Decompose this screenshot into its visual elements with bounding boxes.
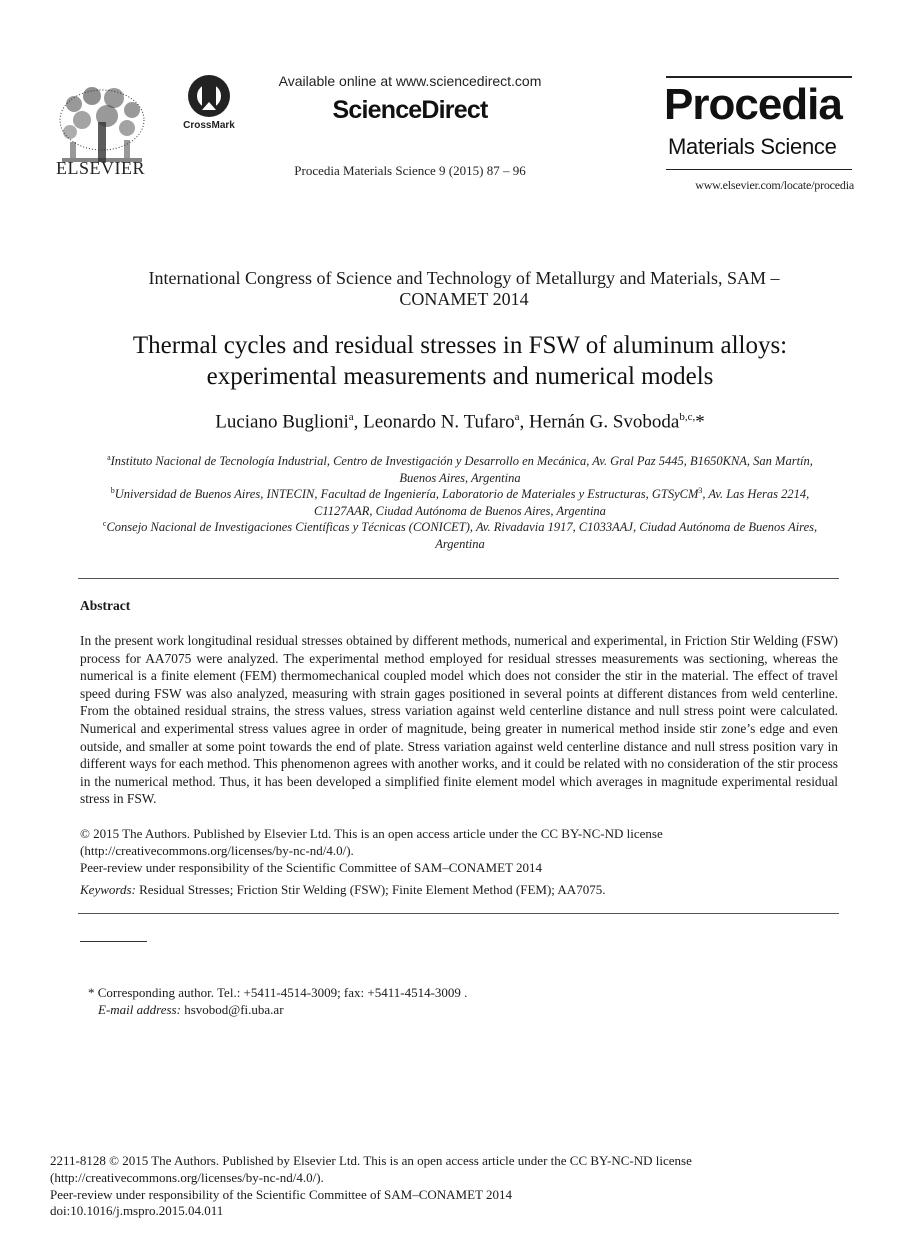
issn-copyright-line: 2211-8128 © 2015 The Authors. Published by Elsevier Ltd. This is an open access article under the CC BY-NC-ND license [50,1153,692,1168]
sciencedirect-wordmark: ScienceDirect [332,96,488,124]
affiliation-line-2: Argentina [435,536,485,551]
author-name: Hernán G. Svoboda [528,411,680,433]
author-affiliation-mark: a [514,411,520,423]
keywords-text: Residual Stresses; Friction Stir Welding (FSW); Finite Element Method (FEM); AA7075. [135,882,606,897]
footer-peer-review: Peer-review under responsibility of the Scientific Committee of SAM–CONAMET 2014 [50,1186,513,1202]
abstract-heading: Abstract [80,598,131,613]
author-name: Luciano Buglioni [215,411,349,433]
footnote-rule [80,941,147,942]
keywords-label: Keywords: [80,882,136,897]
corresponding-author-footnote [88,985,788,1018]
conference-line-1: International Congress of Science and Technology of Metallurgy and Materials, SAM – [148,268,780,288]
page-footer [50,1153,850,1220]
affiliation-b [80,483,840,519]
conference-name [110,268,818,310]
affiliation-line-2: Buenos Aires, Argentina [399,470,521,485]
procedia-wordmark: Procedia [664,80,842,129]
elsevier-wordmark: ELSEVIER [56,158,145,178]
journal-reference: Procedia Materials Science 9 (2015) 87 – 96 [294,163,526,178]
affiliation-line-2: C1127AAR, Ciudad Autónoma de Buenos Aires, Argentina [314,503,606,518]
affiliation-line-1: Universidad de Buenos Aires, INTECIN, Facultad de Ingeniería, Laboratorio de Materiales y Estructuras, GTSyCM [114,487,699,502]
title-line-1: Thermal cycles and residual stresses in FSW of aluminum alloys: [132,332,788,359]
author-list [80,411,840,433]
affiliation-a [80,450,840,486]
corresponding-author-star: * [695,411,705,433]
section-divider-top [78,578,839,579]
title-line-2: experimental measurements and numerical models [206,363,714,390]
affiliation-line-1-tail: , Av. Las Heras 2214, [702,487,810,502]
procedia-rule-bottom [666,169,852,170]
paper-title [80,330,840,392]
procedia-url[interactable]: www.elsevier.com/locate/procedia [695,178,854,192]
available-online-text: Available online at www.sciencedirect.com [278,73,542,89]
affiliation-line-1: Instituto Nacional de Tecnología Industrial, Centro de Investigación y Desarrollo en Mecánica, Av. Gral Paz 5445, B1650KNA, San Martín, [110,454,813,469]
procedia-rule-top [666,76,852,78]
email-label: E-mail address: [98,1001,181,1017]
license-link[interactable]: (http://creativecommons.org/licenses/by-nc-nd/4.0/). [80,843,354,858]
affiliation-mark: c [102,519,107,528]
affiliation-c [80,516,840,552]
copyright-notice [80,825,838,876]
author-affiliation-mark: a [348,411,354,423]
abstract-body: In the present work longitudinal residual stresses obtained by different methods, numerical and experimental, in Friction Stir Welding (FSW) process for AA7075 were analyzed. The experimental method employed for residual stresses measurements was sectioning, whereas the numerical is a finite element (FEM) thermomechanical coupled model which does not consider the stir in the material. The effect of travel speed during FSW was also analyzed, measuring with strain gages positioned in several points at different distances from weld centerline. From the obtained residual strains, the stress values, stress variation against weld centerline distance and null stress point were calculated. Numerical and experimental stress values agree in order of magnitude, being greater in numerical method inside stir zone’s edge and even outside, and smaller at some point towards the end of plate. Stress variation against weld centerline distance and null stress position vary in different ways for each method. This phenomenon agrees with another works, and it could be related with no consideration of the stir process in the numerical method. Thus, it has been developed a simplified finite element model which averages in magnitude experimental residual stress in FSW. [80,633,838,807]
crossmark-wordmark: CrossMark [183,120,235,131]
affiliation-inline-sup: 3 [698,486,703,495]
doi[interactable]: doi:10.1016/j.mspro.2015.04.011 [50,1203,224,1219]
corresponding-author-contact: * Corresponding author. Tel.: +5411-4514-3009; fax: +5411-4514-3009 . [88,985,468,1000]
author-affiliation-mark: b,c, [679,411,696,423]
affiliation-line-1: Consejo Nacional de Investigaciones Científicas y Técnicas (CONICET), Av. Rivadavia 1917, C1033AAJ, Ciudad Autónoma de Buenos Aires, [106,520,818,535]
email-address[interactable]: hsvobod@fi.uba.ar [180,1001,284,1017]
footer-license-link[interactable]: (http://creativecommons.org/licenses/by-nc-nd/4.0/). [50,1169,324,1185]
author-separator: , [353,411,364,433]
affiliation-mark: a [107,453,111,462]
peer-review-line: Peer-review under responsibility of the Scientific Committee of SAM–CONAMET 2014 [80,860,543,875]
section-divider-bottom [78,913,839,914]
copyright-line: © 2015 The Authors. Published by Elsevier Ltd. This is an open access article under the CC BY-NC-ND license [80,826,663,841]
affiliation-mark: b [110,486,115,495]
author-separator: , [519,411,529,433]
author-name: Leonardo N. Tufaro [363,411,515,433]
conference-line-2: CONAMET 2014 [399,289,529,309]
keywords [80,882,838,898]
procedia-subtitle: Materials Science [668,134,837,159]
